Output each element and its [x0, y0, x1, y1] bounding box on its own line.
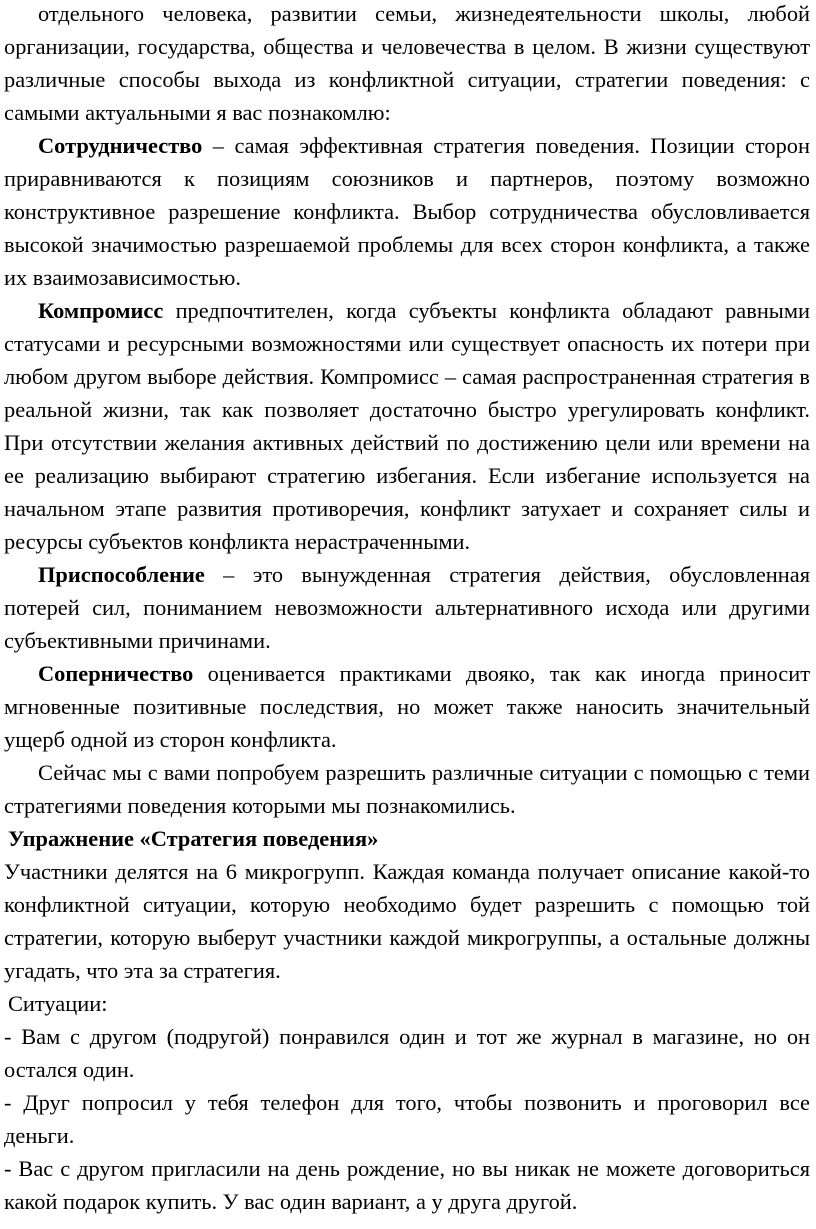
paragraph-transition	[4, 756, 810, 822]
situations-label: Ситуации:	[8, 991, 108, 1016]
paragraph-text: предпочтителен, когда субъекты конфликта обладают равными статусами и ресурсными возможностями или существует опасность их потери при любом другом выборе действия. Компромисс – самая распространенная стратегия в реальной жизни, так как позволяет достаточно быстро урегулировать конфликт. При отсутствии желания активных действий по достижению цели или времени на ее реализацию выбирают стратегию избегания. Если избегание используется на начальном этапе развития противоречия, конфликт затухает и сохраняет силы и ресурсы субъектов конфликта нерастраченными.	[4, 298, 810, 554]
term-accommodation: Приспособление	[38, 562, 205, 587]
paragraph-text: оценивается практиками двояко, так как иногда приносит мгновенные позитивные последствия, но может также наносить значительный ущерб одной из сторон конфликта.	[4, 661, 810, 752]
term-competition: Соперничество	[38, 661, 194, 686]
term-cooperation: Сотрудничество	[38, 133, 203, 158]
paragraph-text: Сейчас мы с вами попробуем разрешить различные ситуации с помощью с теми стратегиями поведения которыми мы познакомились.	[4, 760, 810, 818]
paragraph-compromise	[4, 294, 810, 558]
situation-item-1: - Вам с другом (подругой) понравился один и тот же журнал в магазине, но он остался один.	[4, 1024, 810, 1082]
exercise-description: Участники делятся на 6 микрогрупп. Каждая команда получает описание какой-то конфликтной ситуации, которую необходимо будет разрешить с помощью той стратегии, которую выберут участники каждой микрогруппы, а остальные должны угадать, что эта за стратегия.	[4, 859, 810, 983]
paragraph-text: – это вынужденная стратегия действия, обусловленная потерей сил, пониманием невозможности альтернативного исхода или другими субъективными причинами.	[4, 562, 810, 653]
paragraph-accommodation	[4, 558, 810, 657]
paragraph-intro	[4, 0, 810, 129]
paragraph-competition	[4, 657, 810, 756]
situation-item-3: - Вас с другом пригласили на день рождение, но вы никак не можете договориться какой подарок купить. У вас один вариант, а у друга другой.	[4, 1156, 810, 1214]
paragraph-text: отдельного человека, развитии семьи, жизнедеятельности школы, любой организации, государства, общества и человечества в целом. В жизни существуют различные способы выхода из конфликтной ситуации, стратегии поведения: с самыми актуальными я вас познакомлю:	[4, 1, 810, 125]
exercise-heading: Упражнение «Стратегия поведения»	[8, 826, 379, 851]
paragraph-cooperation	[4, 129, 810, 294]
situation-item-2: - Друг попросил у тебя телефон для того, чтобы позвонить и проговорил все деньги.	[4, 1090, 810, 1148]
paragraph-text: – самая эффективная стратегия поведения. Позиции сторон приравниваются к позициям союзников и партнеров, поэтому возможно конструктивное разрешение конфликта. Выбор сотрудничества обусловливается высокой значимостью разрешаемой проблемы для всех сторон конфликта, а также их взаимозависимостью.	[4, 133, 810, 290]
term-compromise: Компромисс	[38, 298, 164, 323]
